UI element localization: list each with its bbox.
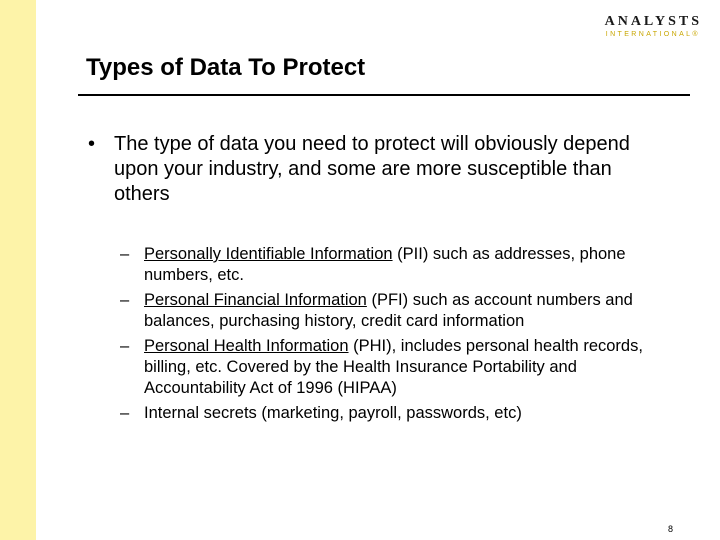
dash-marker: –	[120, 404, 130, 422]
sub-item-internal-secrets	[120, 403, 680, 424]
bullet-marker: •	[88, 133, 96, 155]
dash-marker: –	[120, 291, 130, 309]
sub-item-pii	[120, 244, 680, 286]
slide-title: Types of Data To Protect	[86, 54, 366, 81]
left-accent-bar	[0, 0, 36, 540]
main-bullet	[88, 132, 668, 207]
page-number: 8	[668, 524, 674, 534]
desc-phi: (PHI), includes personal health records, billing, etc. Covered by the Health Insurance Portability and Accountability Act of 1996 (HIPAA)	[144, 337, 643, 397]
bullet-text: The type of data you need to protect will obviously depend upon your industry, and some are more susceptible than others	[114, 133, 630, 205]
sub-item-pfi	[120, 290, 680, 332]
desc-internal-secrets: Internal secrets (marketing, payroll, passwords, etc)	[144, 404, 522, 422]
logo-wordmark: ANALYSTS	[604, 14, 702, 29]
term-phi: Personal Health Information	[144, 337, 349, 355]
logo-subtitle: INTERNATIONAL®	[605, 31, 700, 38]
desc-pfi: (PFI) such as account numbers and balances, purchasing history, credit card information	[144, 291, 633, 330]
dash-marker: –	[120, 337, 130, 355]
title-divider	[78, 94, 690, 96]
dash-marker: –	[120, 245, 130, 263]
sub-bullet-list	[120, 244, 680, 428]
term-pfi: Personal Financial Information	[144, 291, 367, 309]
sub-item-phi	[120, 336, 680, 399]
desc-pii: (PII) such as addresses, phone numbers, etc.	[144, 245, 626, 284]
company-logo	[582, 14, 702, 42]
term-pii: Personally Identifiable Information	[144, 245, 393, 263]
